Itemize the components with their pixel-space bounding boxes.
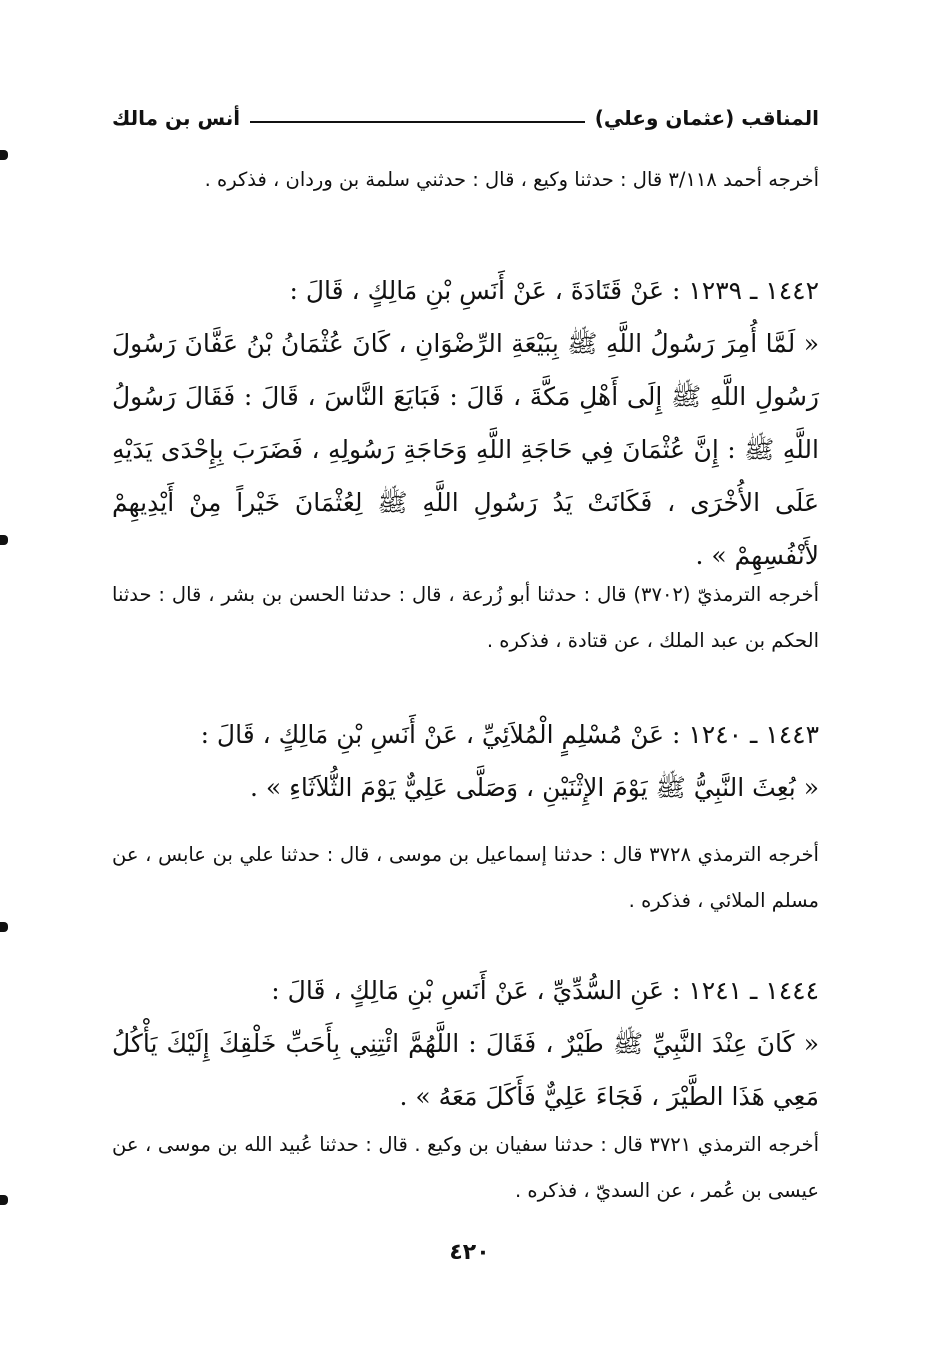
hadith-text: « بُعِثَ النَّبِيُّ ﷺ يَوْمَ الإِثْنَيْنِ ، وَصَلَّى عَلِيٌّ يَوْمَ الثُّلاَثَاءِ » . bbox=[249, 773, 819, 802]
reference-note: أخرجه الترمذي ٣٧٢٨ قال : حدثنا إسماعيل بن موسى ، قال : حدثنا علي بن عابس ، عن مسلم الملائي ، فذكره . bbox=[112, 843, 819, 912]
hadith-text: « كَانَ عِنْدَ النَّبِيِّ ﷺ طَيْرٌ ، فَقَالَ : اللَّهُمَّ ائْتِنِي بِأَحَبِّ خَلْقِكَ إِلَيْكَ يَأْكُلُ مَعِي هَذَا الطَّيْرَ ، فَجَاءَ عَلِيٌّ فَأَكَلَ مَعَهُ » . bbox=[112, 1029, 819, 1111]
scan-edge-mark bbox=[0, 1195, 8, 1205]
hadith-chain: ١٤٤٤ ـ ١٢٤١ : عَنِ السُّدِّيِّ ، عَنْ أَنَسِ بْنِ مَالِكٍ ، قَالَ : bbox=[271, 976, 819, 1005]
scan-edge-mark bbox=[0, 535, 8, 545]
reference-note: أخرجه الترمذيّ (٣٧٠٢) قال : حدثنا أبو زُرعة ، قال : حدثنا الحسن بن بشر ، قال : حدثنا الحكم بن عبد الملك ، عن قتادة ، فذكره . bbox=[112, 583, 819, 652]
page-number: ٤٢٠ bbox=[449, 1240, 490, 1265]
header-chapter-title: أنس بن مالك bbox=[112, 106, 241, 130]
scan-edge-mark bbox=[0, 922, 8, 932]
running-header bbox=[112, 98, 819, 138]
reference-note: أخرجه الترمذي ٣٧٢١ قال : حدثنا سفيان بن وكيع . قال : حدثنا عُبيد الله بن موسى ، عن عيسى بن عُمر ، عن السديّ ، فذكره . bbox=[112, 1133, 820, 1202]
hadith-text: « لَمَّا أُمِرَ رَسُولُ اللَّهِ ﷺ بِبَيْعَةِ الرِّضْوَانِ ، كَانَ عُثْمَانُ بْنُ عَفَّانَ رَسُولَ رَسُولِ اللَّهِ ﷺ إِلَى أَهْلِ مَكَّةَ ، قَالَ : فَبَايَعَ النَّاسَ ، قَالَ : فَقَالَ رَسُولُ اللَّهِ ﷺ : إِنَّ عُثْمَانَ فِي حَاجَةِ اللَّهِ وَحَاجَةِ رَسُولِهِ ، فَضَرَبَ بِإِحْدَى يَدَيْهِ عَلَى الأُخْرَى ، فَكَانَتْ يَدُ رَسُولِ اللَّهِ ﷺ لِعُثْمَانَ خَيْراً مِنْ أَيْدِيهِمْ لأَنْفُسِهِمْ » . bbox=[112, 329, 819, 570]
scan-edge-mark bbox=[0, 150, 8, 160]
header-section-title: المناقب (عثمان وعلي) bbox=[594, 106, 819, 130]
hadith-chain: ١٤٤٣ ـ ١٢٤٠ : عَنْ مُسْلِمٍ الْمُلاَئِيِّ ، عَنْ أَنَسِ بْنِ مَالِكٍ ، قَالَ : bbox=[200, 720, 819, 749]
hadith-1443 bbox=[112, 708, 819, 814]
reference-note: أخرجه أحمد ٣/١١٨ قال : حدثنا وكيع ، قال : حدثني سلمة بن وردان ، فذكره . bbox=[204, 168, 819, 191]
hadith-1444 bbox=[112, 964, 819, 1123]
hadith-chain: ١٤٤٢ ـ ١٢٣٩ : عَنْ قَتَادَةَ ، عَنْ أَنَسِ بْنِ مَالِكٍ ، قَالَ : bbox=[289, 276, 819, 305]
header-rule bbox=[250, 121, 585, 123]
hadith-1442 bbox=[112, 264, 819, 582]
